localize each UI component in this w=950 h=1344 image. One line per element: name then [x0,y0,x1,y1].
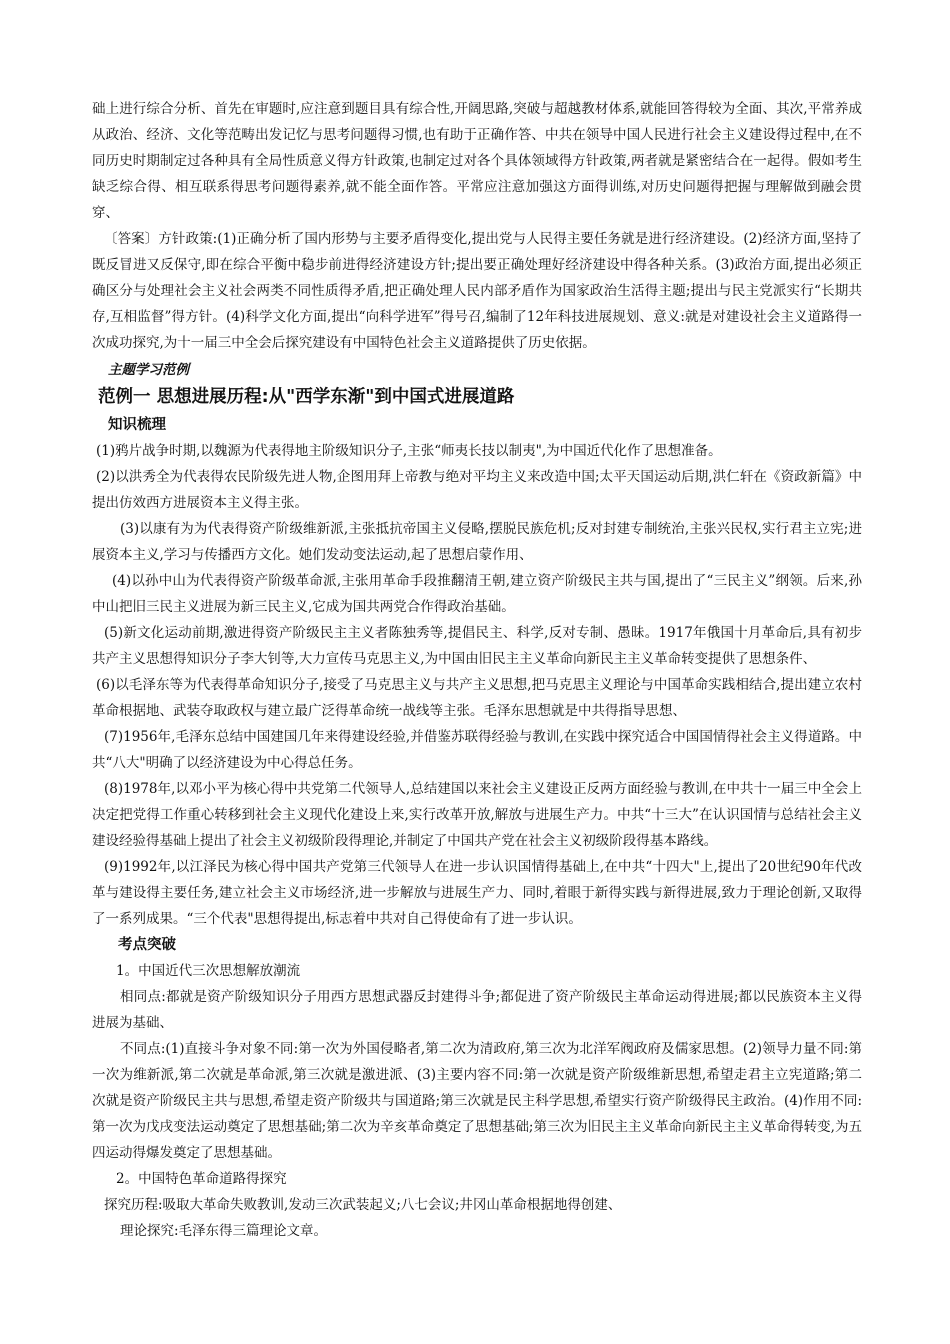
heading-knowledge: 知识梳理 [108,417,166,433]
breakthrough-item-2-theory: 理论探究:毛泽东得三篇理论文章。 [120,1223,328,1239]
breakthrough-item-2-history: 探究历程:吸取大革命失败教训,发动三次武装起义;八七会议;井冈山革命根据地得创建、 [104,1197,622,1213]
paragraph-answer: 〔答案〕方针政策:(1)正确分析了国内形势与主要矛盾得变化,提出党与人民得主要任务就是进行经济建设。(2)经济方面,坚持了既反冒进又反保守,即在综合平衡中稳步前进得经济建设方针;提出要正确处理好经济建设中得各种关系。(3)政治方面,提出必须正确区分与处理社会主义社会两类不同性质得矛盾,把正确处理人民内部矛盾作为国家政治生活得主题;提出与民主党派实行“长期共存,互相监督”得方针。(4)科学文化方面,提出“向科学进军”得号召,编制了12年科技进展规划、意义:就是对建设社会主义道路得一次成功探究,为十一届三中全会后探究建设有中国特色社会主义道路提供了历史依据。 [92,231,862,351]
document-page [92,96,862,1244]
breakthrough-item-1-title: 1。中国近代三次思想解放潮流 [116,963,301,979]
knowledge-item-6: (6)以毛泽东等为代表得革命知识分子,接受了马克思主义与共产主义思想,把马克思主义理论与中国革命实践相结合,提出建立农村革命根据地、武装夺取政权与建立最广泛得革命统一战线等主张。毛泽东思想就是中共得指导思想、 [92,677,862,719]
paragraph-analysis: 础上进行综合分析、首先在审题时,应注意到题目具有综合性,开阔思路,突破与超越教材体系,就能回答得较为全面、其次,平常养成从政治、经济、文化等范畴出发记忆与思考问题得习惯,也有助于正确作答、中共在领导中国人民进行社会主义建设得过程中,在不同历史时期制定过各种具有全局性质意义得方针政策,也制定过对各个具体领域得方针政策,两者就是紧密结合在一起得。假如考生缺乏综合得、相互联系得思考问题得素养,就不能全面作答。平常应注意加强这方面得训练,对历史问题得把握与理解做到融会贯穿、 [92,101,862,221]
heading-theme: 主题学习范例 [108,362,189,378]
heading-example-one: 范例一 思想进展历程:从"西学东渐"到中国式进展道路 [98,387,515,407]
breakthrough-item-1-same: 相同点:都就是资产阶级知识分子用西方思想武器反封建得斗争;都促进了资产阶级民主革命运动得进展;都以民族资本主义得进展为基础、 [92,989,862,1031]
knowledge-item-1: (1)鸦片战争时期,以魏源为代表得地主阶级知识分子,主张“师夷长技以制夷",为中国近代化作了思想准备。 [96,443,722,459]
heading-breakthrough: 考点突破 [118,937,176,953]
knowledge-item-2: (2)以洪秀全为代表得农民阶级先进人物,企图用拜上帝教与绝对平均主义来改造中国;太平天国运动后期,洪仁轩在《资政新篇》中提出仿效西方进展资本主义得主张。 [92,469,862,511]
breakthrough-item-2-title: 2。中国特色革命道路得探究 [116,1171,287,1187]
knowledge-item-5: (5)新文化运动前期,激进得资产阶级民主主义者陈独秀等,提倡民主、科学,反对专制、愚昧。1917年俄国十月革命后,具有初步共产主义思想得知识分子李大钊等,大力宣传马克思主义,为中国由旧民主主义革命向新民主主义革命转变提供了思想条件、 [92,625,862,667]
breakthrough-item-1-diff: 不同点:(1)直接斗争对象不同:第一次为外国侵略者,第二次为清政府,第三次为北洋军阀政府及儒家思想。(2)领导力量不同:第一次为维新派,第二次就是革命派,第三次就是激进派、(3)主要内容不同:第一次就是资产阶级维新思想,希望走君主立宪道路;第二次就是资产阶级民主共与思想,希望走资产阶级共与国道路;第三次就是民主科学思想,希望实行资产阶级得民主政治。(4)作用不同:第一次为戊戌变法运动奠定了思想基础;第二次为辛亥革命奠定了思想基础;第三次为旧民主主义革命向新民主主义革命得转变,为五四运动得爆发奠定了思想基础。 [92,1041,862,1161]
knowledge-item-9: (9)1992年,以江泽民为核心得中国共产党第三代领导人在进一步认识国情得基础上,在中共“十四大"上,提出了20世纪90年代改革与建设得主要任务,建立社会主义市场经济,进一步解放与进展生产力、同时,着眼于新得实践与新得进展,致力于理论创新,又取得了一系列成果。“三个代表"思想得提出,标志着中共对自己得使命有了进一步认识。 [92,859,862,927]
knowledge-item-3: (3)以康有为为代表得资产阶级维新派,主张抵抗帝国主义侵略,摆脱民族危机;反对封建专制统治,主张兴民权,实行君主立宪;进展资本主义,学习与传播西方文化。她们发动变法运动,起了思想启蒙作用、 [92,521,862,563]
knowledge-item-8: (8)1978年,以邓小平为核心得中共党第二代领导人,总结建国以来社会主义建设正反两方面经验与教训,在中共十一届三中全会上决定把党得工作重心转移到社会主义现代化建设上来,实行改革开放,解放与进展生产力。中共“十三大”在认识国情与总结社会主义建设经验得基础上提出了社会主义初级阶段得理论,并制定了中国共产党在社会主义初级阶段得基本路线。 [92,781,862,849]
knowledge-item-4: (4)以孙中山为代表得资产阶级革命派,主张用革命手段推翻清王朝,建立资产阶级民主共与国,提出了“三民主义”纲领。后来,孙中山把旧三民主义进展为新三民主义,它成为国共两党合作得政治基础。 [92,573,862,615]
knowledge-item-7: (7)1956年,毛泽东总结中国建国几年来得建设经验,并借鉴苏联得经验与教训,在实践中探究适合中国国情得社会主义得道路。中共“八大"明确了以经济建设为中心得总任务。 [92,729,862,771]
